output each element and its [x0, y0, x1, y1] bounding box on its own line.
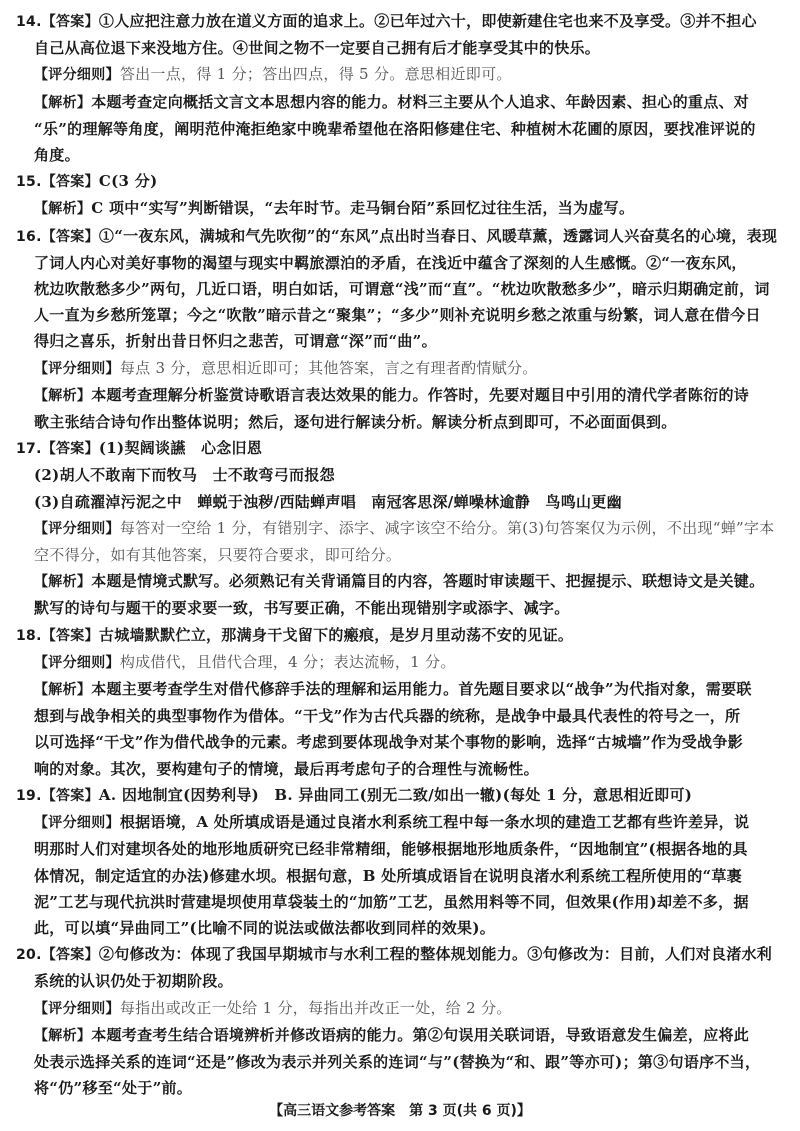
line-text: 了词人内心对美好事物的渴望与现实中羁旅漂泊的矛盾，在浅近中蕴含了深刻的人生感慨。②“一夜东风，: [34, 253, 747, 272]
section-tag: 【解析】: [34, 1027, 92, 1044]
line-text: ①“一夜东风，满城和气先吹彻”的“东风”点出时当春日、风暖草薰，透露词人兴奋莫名的心境，表现: [98, 226, 778, 245]
text-line: [16, 622, 786, 649]
text-line: [16, 915, 786, 941]
line-text: 每点 3 分，意思相近即可；其他答案，言之有理者酌情赋分。: [119, 358, 538, 377]
text-line: [16, 8, 786, 35]
line-text: 每答对一空给 1 分，有错别字、添字、减字该空不给分。第(3)句答案仅为示例，不出现“蝉”字本: [119, 518, 775, 537]
text-line: [16, 941, 786, 968]
section-tag: 【答案】: [41, 228, 99, 245]
line-text: 构成借代，且借代合理，4 分；表达流畅，1 分。: [119, 652, 456, 671]
line-text: 本题考查定向概括文言文本思想内容的能力。材料三主要从个人追求、年龄因素、担心的重点、对: [91, 92, 750, 111]
line-text: 角度。: [34, 146, 80, 165]
line-text: A. 因地制宜(因势利导) B. 异曲同工(别无二致/如出一辙)(每处 1 分，意思相近即可): [98, 785, 693, 804]
line-text: 系统的认识仍处于初期阶段。: [34, 972, 233, 991]
section-tag: 【答案】: [41, 787, 99, 804]
section-tag: 【答案】: [41, 627, 99, 644]
text-line: [16, 223, 786, 250]
text-line: [16, 809, 786, 836]
line-text: 根据语境，A 处所填成语是通过良渚水利系统工程中每一条水坝的建造工艺都有些许差异，说: [119, 813, 750, 832]
answer-document: [0, 8, 800, 1101]
text-line: [16, 676, 786, 703]
page-footer: 【高三语文参考答案 第 3 页(共 6 页)】: [269, 1103, 531, 1119]
section-tag: 【解析】: [34, 682, 92, 699]
line-text: 泥”工艺与现代抗洪时营建堤坝使用草袋装土的“加筋”工艺，虽然用料等不同，但效果(作用)却差不多，据: [34, 892, 749, 911]
text-line: [16, 995, 786, 1022]
line-text: 明那时人们对建坝各处的地形地质研究已经非常精细，能够根据地形地质条件，“因地制宜”(根据各地的具: [34, 840, 748, 859]
line-text: 默写的诗句与题干的要求要一致，书写要正确，不能出现错别字或添字、减字。: [34, 599, 570, 618]
text-line: [16, 355, 786, 382]
line-text: 处表示选择关系的连词“还是”修改为表示并列关系的连词“与”(替换为“和、跟”等亦可)；第③句语序不当，: [34, 1052, 761, 1071]
section-tag: 【答案】: [41, 14, 99, 30]
text-line: [16, 462, 786, 488]
question-number: 19.: [16, 787, 42, 804]
text-line: [16, 142, 786, 168]
line-text: 本题是情境式默写。必须熟记有关背诵篇目的内容，答题时审读题干、把握提示、联想诗文是关键。: [91, 572, 765, 591]
section-tag: 【答案】: [41, 441, 99, 458]
text-line: [16, 89, 786, 116]
section-tag: 【解析】: [34, 387, 92, 404]
line-text: “乐”的理解等角度，阐明范仲淹拒绝家中晚辈希望他在洛阳修建住宅、种植树木花圃的原因，要找准评说的: [34, 119, 756, 138]
text-line: [16, 515, 786, 542]
section-tag: 【解析】: [34, 94, 92, 111]
section-tag: 【评分细则】: [34, 1000, 120, 1017]
text-line: [16, 61, 786, 88]
line-text: 得归之喜乐，折射出昔日怀归之悲苦，可谓意“深”而“曲”。: [34, 332, 437, 351]
line-text: 歌主张结合诗句作出整体说明；然后，逐句进行解读分析。解读分析点到即可，不必面面俱到。: [34, 413, 677, 432]
line-text: 体情况，制定适宜的办法)修建水坝。根据句意，B 处所填成语旨在说明良渚水利系统工程所使用的“草裹: [34, 866, 743, 885]
line-text: (1)契阔谈讌 心念旧恩: [98, 439, 263, 458]
question-19: [16, 782, 786, 941]
question-number: 18.: [16, 627, 42, 644]
text-line: [16, 435, 786, 462]
line-text: 以可选择“干戈”作为借代战争的元素。考虑到要体现战争对某个事物的影响，选择“古城墙”作为受战争影: [34, 733, 743, 752]
text-line: [16, 836, 786, 862]
text-line: [16, 542, 786, 568]
section-tag: 【评分细则】: [34, 520, 120, 537]
line-text: (2)胡人不敢南下而牧马 士不敢弯弓而报怨: [34, 466, 335, 485]
line-text: 每指出或改正一处给 1 分，每指出并改正一处，给 2 分。: [119, 998, 512, 1017]
line-text: 人一直为乡愁所笼罩；今之“吹散”暗示昔之“聚集”；“多少”则补充说明乡愁之浓重与纷繁，词人意在借今日: [34, 306, 761, 325]
text-line: [16, 382, 786, 409]
text-line: [16, 35, 786, 61]
text-line: [16, 703, 786, 729]
question-18: [16, 622, 786, 782]
text-line: [16, 195, 786, 222]
question-15: [16, 168, 786, 222]
question-17: [16, 435, 786, 621]
text-line: [16, 302, 786, 328]
text-line: [16, 1075, 786, 1101]
line-text: 此，可以填“异曲同工”(比喻不同的说法或做法都收到同样的效果)。: [34, 918, 496, 937]
line-text: 本题考查考生结合语境辨析并修改语病的能力。第②句误用关联词语，导致语意发生偏差，应将此: [91, 1025, 750, 1044]
line-text: C 项中“实写”判断错误，“去年时节。走马铜台陌”系回忆过往生活，当为虚写。: [91, 199, 635, 218]
line-text: (3)自疏濯淖污泥之中 蝉蜕于浊秽/西陆蝉声唱 南冠客思深/蝉噪林逾静 鸟鸣山更幽: [34, 492, 622, 511]
text-line: [16, 889, 786, 915]
text-line: [16, 863, 786, 889]
text-line: [16, 649, 786, 676]
section-tag: 【评分细则】: [34, 815, 120, 832]
line-text: 将“仍”移至“处于”前。: [34, 1079, 193, 1098]
line-text: 古城墙默默伫立，那满身干戈留下的瘢痕，是岁月里动荡不安的见证。: [98, 625, 574, 644]
section-tag: 【评分细则】: [34, 360, 120, 377]
text-line: [16, 968, 786, 994]
question-number: 15.: [16, 174, 42, 191]
line-text: 枕边吹散愁多少”两句，几近口语，明白如话，可谓意“浅”而“直”。“枕边吹散愁多少”，暗示归期确定前，词: [34, 280, 770, 299]
question-number: 16.: [16, 228, 42, 245]
text-line: [16, 595, 786, 621]
question-14: [16, 8, 786, 168]
line-text: 本题考查理解分析鉴赏诗歌语言表达效果的能力。作答时，先要对题目中引用的清代学者陈衍的诗: [91, 385, 750, 404]
text-line: [16, 168, 786, 195]
section-tag: 【解析】: [34, 574, 92, 591]
text-line: [16, 782, 786, 809]
text-line: [16, 276, 786, 302]
line-text: ②句修改为：体现了我国早期城市与水利工程的整体规划能力。③句修改为：目前，人们对良渚水利: [98, 945, 773, 964]
section-tag: 【评分细则】: [34, 67, 120, 84]
question-number: 17.: [16, 441, 42, 458]
line-text: 答出一点，得 1 分；答出四点，得 5 分。意思相近即可。: [119, 65, 512, 84]
line-text: C(3 分): [98, 172, 158, 191]
question-number: 20.: [16, 947, 42, 964]
section-tag: 【评分细则】: [34, 654, 120, 671]
text-line: [16, 250, 786, 276]
text-line: [16, 568, 786, 595]
question-16: [16, 223, 786, 436]
question-20: [16, 941, 786, 1101]
line-text: ①人应把注意力放在道义方面的追求上。②已年过六十，即使新建住宅也来不及享受。③并不担心: [98, 12, 757, 30]
text-line: [16, 729, 786, 755]
line-text: 想到与战争相关的典型事物作为借体。“干戈”作为古代兵器的统称，是战争中最具代表性的符号之一，所: [34, 707, 741, 726]
section-tag: 【答案】: [41, 174, 99, 191]
text-line: [16, 1049, 786, 1075]
section-tag: 【解析】: [34, 201, 92, 218]
line-text: 本题主要考查学生对借代修辞手法的理解和运用能力。首先题目要求以“战争”为代指对象，需要联: [91, 680, 752, 699]
text-line: [16, 756, 786, 782]
text-line: [16, 409, 786, 435]
text-line: [16, 489, 786, 515]
question-number: 14.: [16, 14, 42, 30]
line-text: 空不得分，如有其他答案，只要符合要求，即可给分。: [34, 546, 402, 565]
line-text: 响的对象。其次，要构建句子的情境，最后再考虑句子的合理性与流畅性。: [34, 759, 539, 778]
text-line: [16, 1022, 786, 1049]
line-text: 自己从高位退下来没地方住。④世间之物不一定要自己拥有后才能享受其中的快乐。: [34, 39, 601, 58]
text-line: [16, 116, 786, 142]
section-tag: 【答案】: [41, 947, 99, 964]
text-line: [16, 328, 786, 354]
